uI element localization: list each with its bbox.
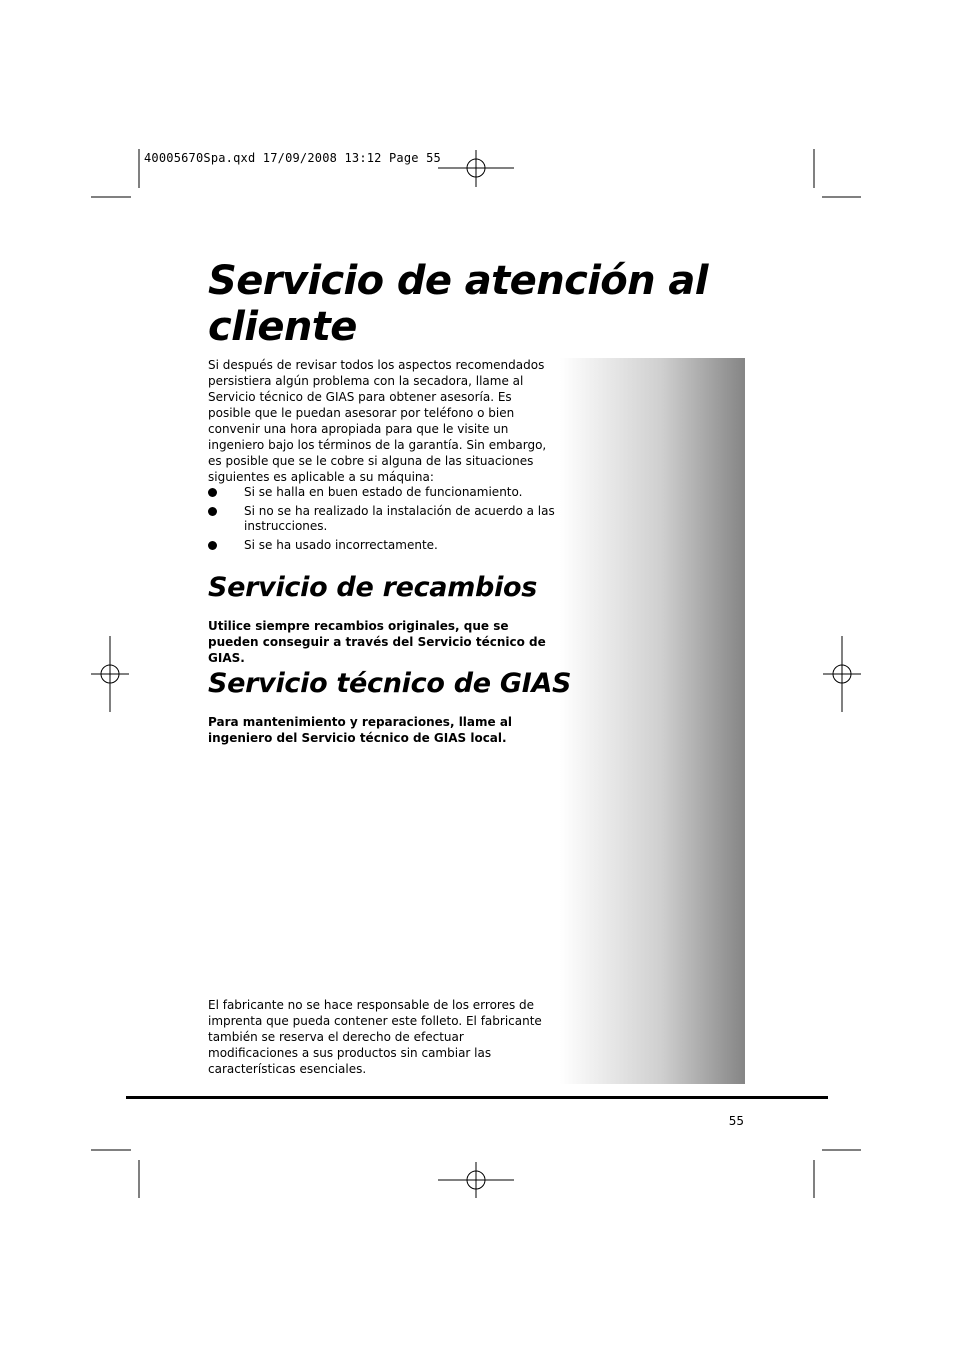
spares-text: Utilice siempre recambios originales, que se pueden conseguir a través del Servicio técnico de GIAS. <box>208 619 546 665</box>
side-gradient-panel <box>560 358 745 1084</box>
disclaimer-paragraph: El fabricante no se hace responsable de los errores de imprenta que pueda contener este folleto. El fabricante también se reserva el derecho de efectuar modificaciones a sus productos sin cambiar las características esenciales. <box>208 998 542 1076</box>
list-item-text: Si se ha usado incorrectamente. <box>244 538 438 552</box>
service-text: Para mantenimiento y reparaciones, llame al ingeniero del Servicio técnico de GIAS local. <box>208 715 513 745</box>
intro-paragraph: Si después de revisar todos los aspectos recomendados persistiera algún problema con la secadora, llame al Servicio técnico de GIAS para obtener asesoría. Es posible que le puedan asesorar por teléfono o bien convenir una hora apropiada para que le visite un ingeniero bajo los términos de la garantía. Sin embargo, es posible que se le cobre si alguna de las situaciones siguientes es aplicable a su máquina: <box>208 358 547 484</box>
list-item <box>208 485 558 500</box>
list-item <box>208 538 558 553</box>
list-item-text: Si se halla en buen estado de funcionamiento. <box>244 485 523 499</box>
list-item <box>208 504 558 534</box>
bullet-icon <box>208 541 217 550</box>
bullet-icon <box>208 507 217 516</box>
spares-heading: Servicio de recambios <box>208 572 538 603</box>
bullet-icon <box>208 488 217 497</box>
service-heading: Servicio técnico de GIAS <box>208 668 572 699</box>
footer-rule <box>126 1096 828 1099</box>
page-number: 55 <box>728 1114 744 1128</box>
print-slug-line: 40005670Spa.qxd 17/09/2008 13:12 Page 55 <box>144 151 441 165</box>
list-item-text: Si no se ha realizado la instalación de acuerdo a las instrucciones. <box>244 504 555 533</box>
page-title: Servicio de atención al cliente <box>208 258 708 350</box>
conditions-list <box>208 485 558 553</box>
